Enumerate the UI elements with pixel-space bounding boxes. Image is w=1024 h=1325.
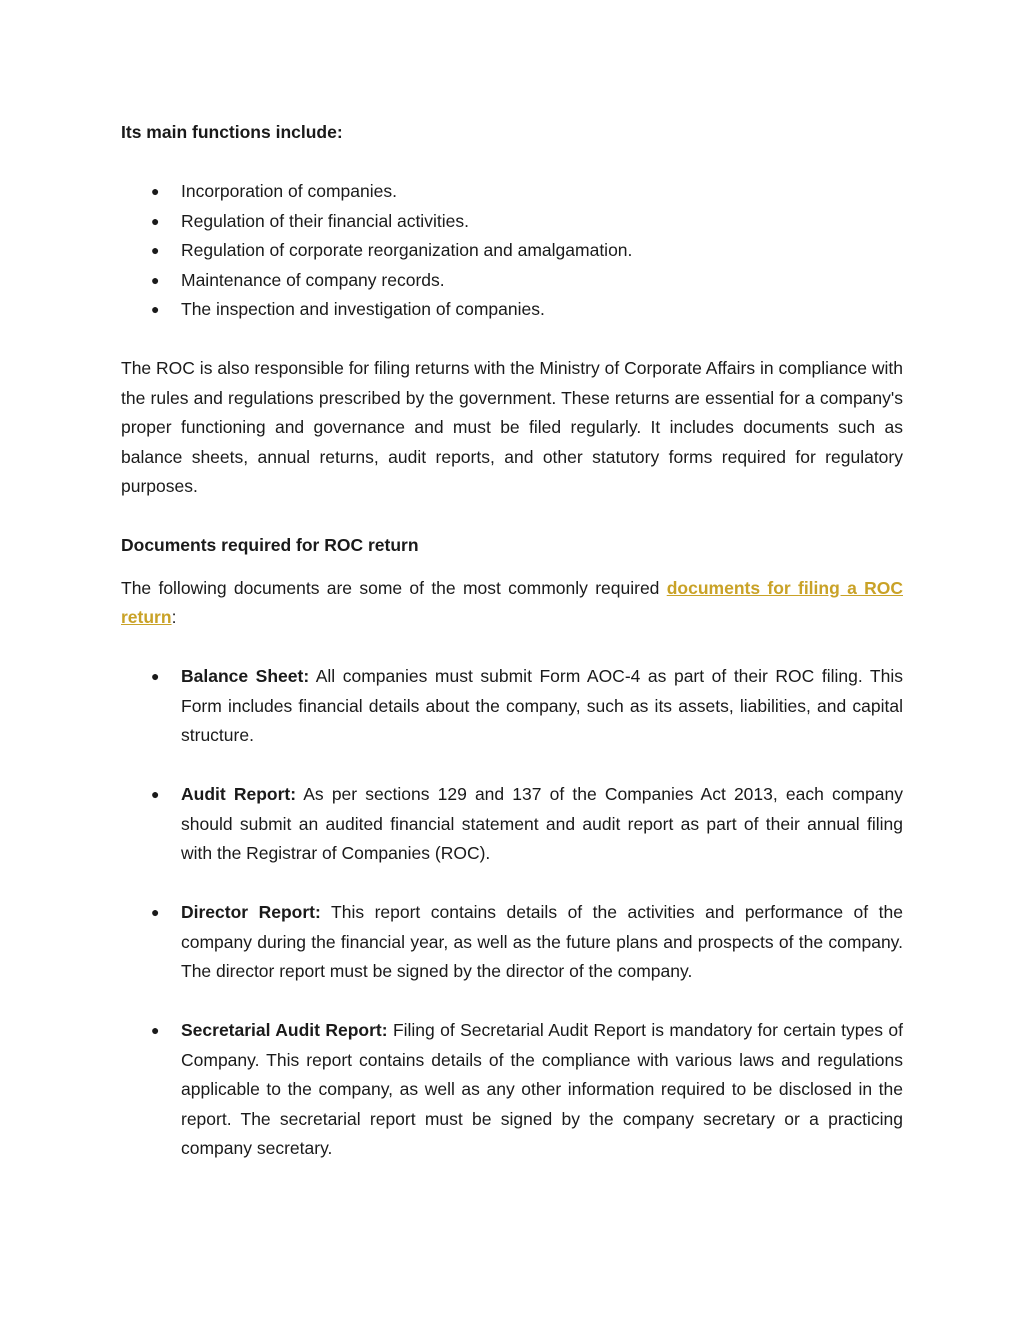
list-item-audit-report xyxy=(121,780,903,869)
document-term: Balance Sheet: xyxy=(181,666,310,686)
list-item-director-report xyxy=(121,898,903,987)
bullet-icon: ● xyxy=(151,786,160,802)
bullet-icon: ● xyxy=(151,212,160,229)
bullet-icon: ● xyxy=(151,271,160,288)
document-term: Audit Report: xyxy=(181,784,297,804)
documents-heading: Documents required for ROC return xyxy=(121,535,419,555)
document-term: Director Report: xyxy=(181,902,321,922)
functions-list xyxy=(121,177,903,325)
bullet-icon: ● xyxy=(151,668,160,684)
bullet-icon: ● xyxy=(151,242,160,258)
list-item: ● Maintenance of company records. xyxy=(121,266,903,296)
list-item-balance-sheet xyxy=(121,662,903,751)
document-description: Filing of Secretarial Audit Report is mandatory for certain types of Company. This report contains details of the compliance with various laws and regulations applicable to the company, as well as any other information required to be disclosed in the report. The secretarial report must be signed by the company secretary or a practicing company secretary. xyxy=(181,1020,903,1158)
list-item-secretarial-audit-report xyxy=(121,1016,903,1164)
documents-for-filing-link[interactable]: documents for filing a ROC return xyxy=(121,577,903,627)
bullet-icon: ● xyxy=(151,904,160,920)
roc-returns-paragraph: The ROC is also responsible for filing returns with the Ministry of Corporate Affairs in compliance with the rules and regulations prescribed by the government. These returns are essential for a company's proper functioning and governance and must be filed regularly. It includes documents such as balance sheets, annual returns, audit reports, and other statutory forms required for regulatory purposes. xyxy=(121,358,903,496)
list-item: ● Incorporation of companies. xyxy=(121,177,903,207)
list-item: ● Regulation of their financial activities. xyxy=(121,207,903,237)
documents-intro: The following documents are some of the most commonly required documents for filing a ROC return: xyxy=(121,577,903,627)
functions-heading: Its main functions include: xyxy=(121,122,343,142)
document-term: Secretarial Audit Report: xyxy=(181,1020,388,1040)
document-description: As per sections 129 and 137 of the Companies Act 2013, each company should submit an audited financial statement and audit report as part of their annual filing with the Registrar of Companies (ROC). xyxy=(181,784,903,863)
document-description: All companies must submit Form AOC-4 as part of their ROC filing. This Form includes financial details about the company, such as its assets, liabilities, and capital structure. xyxy=(181,666,903,745)
bullet-icon: ● xyxy=(151,301,160,317)
bullet-icon: ● xyxy=(151,1022,160,1038)
document-page xyxy=(121,118,903,1164)
list-item: ● The inspection and investigation of companies. xyxy=(121,295,903,325)
list-item: ● Regulation of corporate reorganization and amalgamation. xyxy=(121,236,903,266)
bullet-icon: ● xyxy=(151,183,160,199)
documents-list xyxy=(121,662,903,1164)
document-description: This report contains details of the activities and performance of the company during the financial year, as well as the future plans and prospects of the company. The director report must be signed by the director of the company. xyxy=(181,902,903,981)
